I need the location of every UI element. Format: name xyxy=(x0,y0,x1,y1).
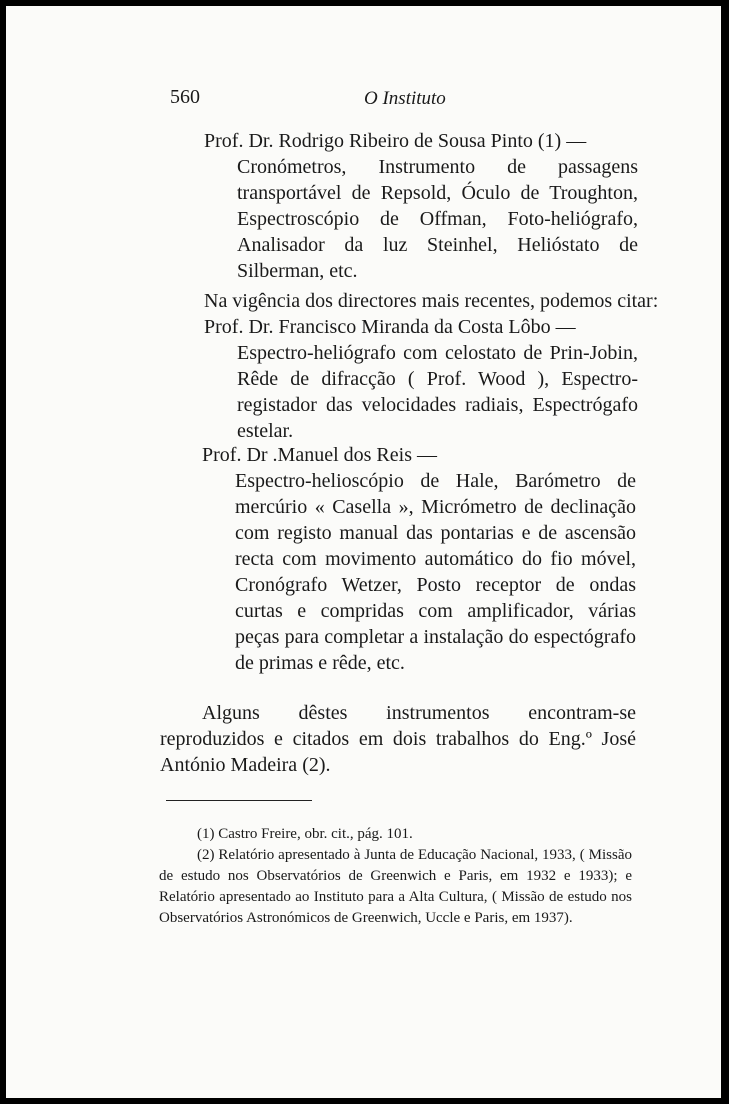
closing-paragraph-block xyxy=(160,700,636,778)
book-page xyxy=(6,6,721,1098)
footnote-1: (1) Castro Freire, obr. cit., pág. 101. xyxy=(197,826,413,842)
entry-body: Espectro-helioscópio de Hale, Barómetro de mercúrio « Casella », Micrómetro de declinação com registo manual das pontarias e de ascensão recta com movimento automático do fio móvel, Cronógrafo Wetzer, Posto receptor de ondas curtas e compridas com amplificador, várias peças para completar a instalação do espectógrafo de primas e rêde, etc. xyxy=(235,470,636,674)
entry-body: Cronómetros, Instrumento de passagens transportável de Repsold, Óculo de Troughton, Espectroscópio de Offman, Foto-heliógrafo, Analisador da luz Steinhel, Helióstato de Silberman, etc. xyxy=(237,156,638,282)
journal-title: O Instituto xyxy=(364,88,446,109)
entry-body: Espectro-heliógrafo com celostato de Prin-Jobin, Rêde de difracção ( Prof. Wood ), Espectro-registador das velocidades radiais, Espectrógafo estelar. xyxy=(237,342,638,442)
footnote-2: (2) Relatório apresentado à Junta de Educação Nacional, 1933, ( Missão de estudo nos Observatórios de Greenwich e Paris, em 1932 e 1933); e Relatório apresentado ao Instituto para a Alta Cultura, ( Missão de estudo nos Observatórios Astronómicos de Greenwich, Uccle e Paris, em 1937). xyxy=(159,847,632,926)
closing-paragraph: Alguns dêstes instrumentos encontram-se reproduzidos e citados em dois trabalhos do Eng.º José António Madeira (2). xyxy=(160,702,636,776)
entry-sousa-pinto xyxy=(204,128,638,284)
footnote-rule xyxy=(166,800,312,801)
footnotes xyxy=(159,824,632,929)
entry-intro: Na vigência dos directores mais recentes, podemos citar: xyxy=(204,290,659,312)
entry-heading: Prof. Dr. Rodrigo Ribeiro de Sousa Pinto (1) — xyxy=(204,130,587,152)
entry-costa-lobo xyxy=(204,288,659,444)
entry-heading: Prof. Dr .Manuel dos Reis — xyxy=(202,444,437,466)
entry-heading: Prof. Dr. Francisco Miranda da Costa Lôbo — xyxy=(204,316,576,338)
entry-manuel-dos-reis xyxy=(202,442,636,676)
page-number: 560 xyxy=(170,86,200,108)
running-head xyxy=(6,82,721,112)
